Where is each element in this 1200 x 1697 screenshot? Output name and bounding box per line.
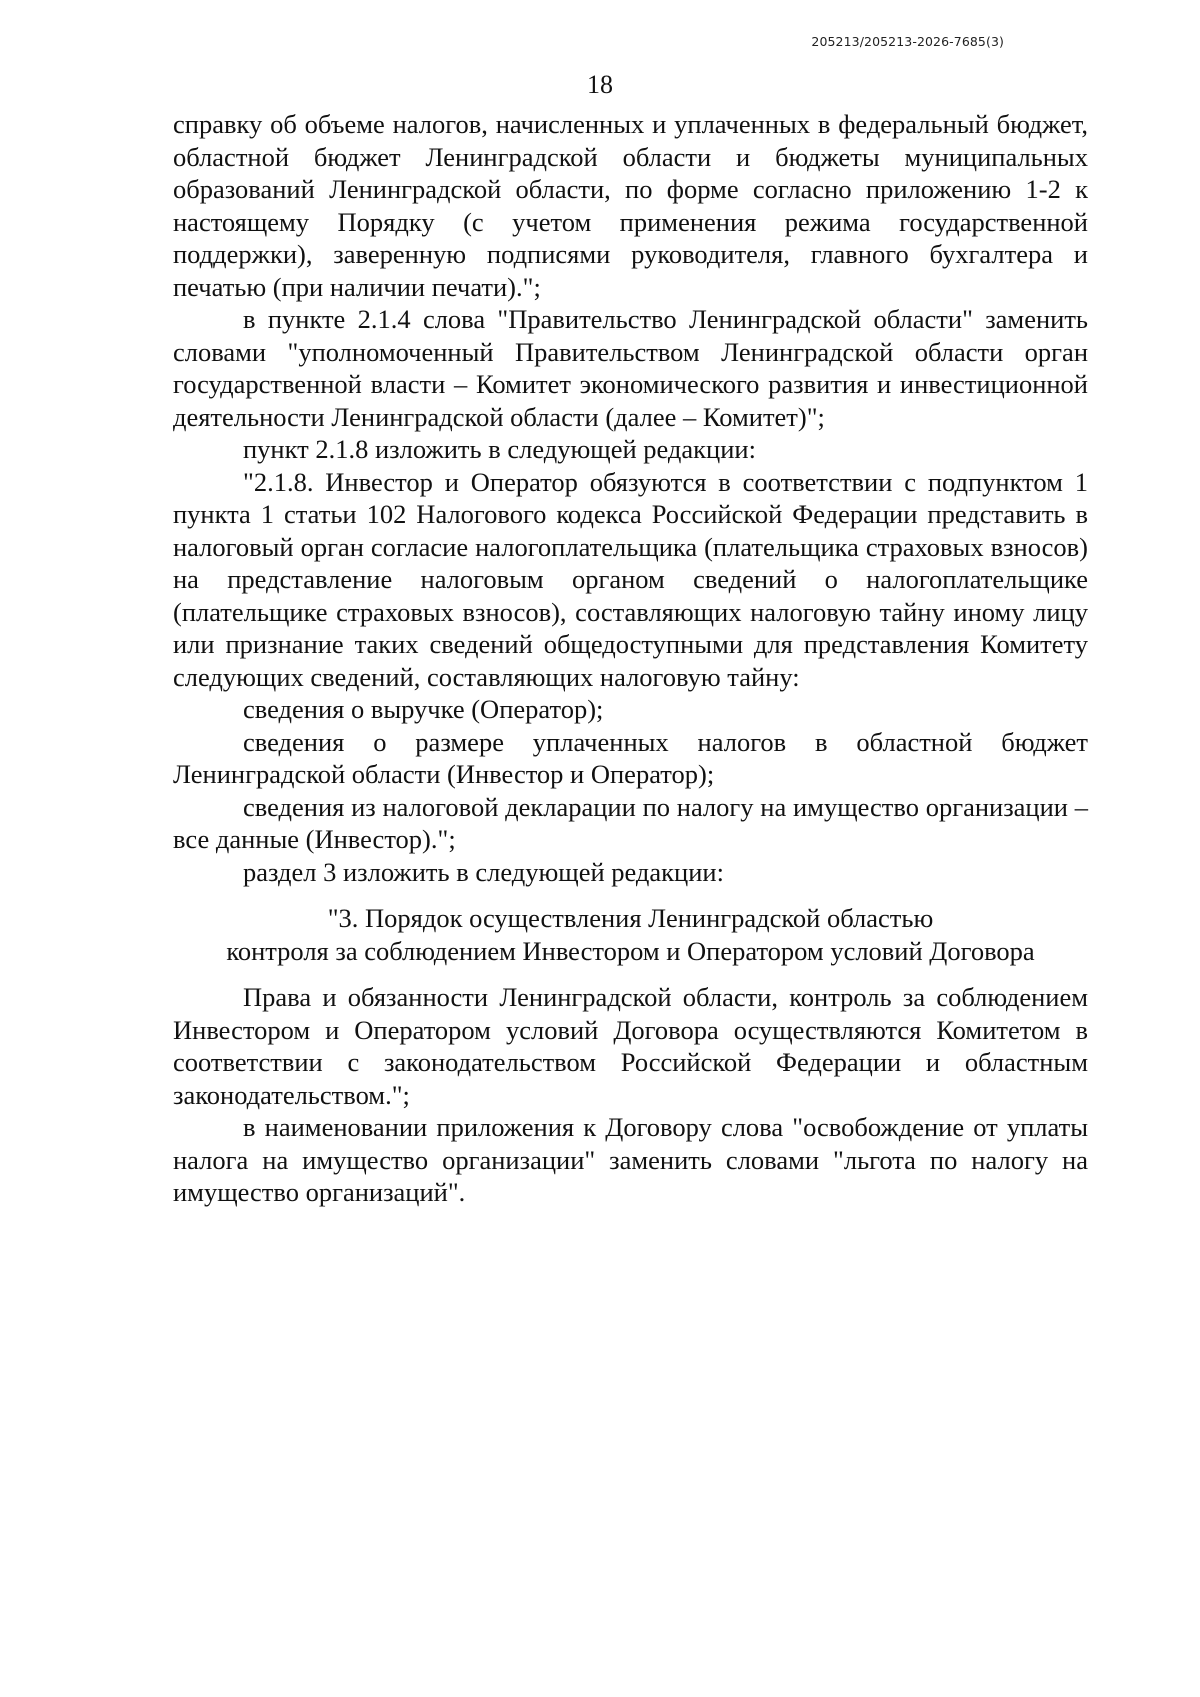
paragraph: сведения из налоговой декларации по налогу на имущество организации – все данные (Инвестор)."; (173, 791, 1088, 854)
paragraph: "2.1.8. Инвестор и Оператор обязуются в соответствии с подпунктом 1 пункта 1 статьи 102 Налогового кодекса Российской Федерации представить в налоговый орган согласие налогоплательщика (плательщика страховых взносов) на представление налоговым органом сведений о налогоплательщике (плательщике страховых взносов), составляющих налоговую тайну иному лицу или признание таких сведений общедоступными для представления Комитету следующих сведений, составляющих налоговую тайну: (173, 466, 1088, 692)
paragraphs-after-heading (173, 981, 1088, 1209)
paragraph: сведения о размере уплаченных налогов в областной бюджет Ленинградской области (Инвестор и Оператор); (173, 726, 1088, 789)
section-heading-line: "3. Порядок осуществления Ленинградской областью (327, 903, 934, 933)
document-id: 205213/205213-2026-7685(3) (811, 34, 1004, 49)
paragraph: в наименовании приложения к Договору слова "освобождение от уплаты налога на имущество организации" заменить словами "льгота по налогу на имущество организаций". (173, 1112, 1088, 1207)
paragraph: раздел 3 изложить в следующей редакции: (243, 856, 724, 887)
paragraphs-before-heading (173, 108, 1088, 888)
paragraph: сведения о выручке (Оператор); (243, 694, 604, 724)
page-number: 18 (587, 70, 613, 99)
paragraph: справку об объеме налогов, начисленных и уплаченных в федеральный бюджет, областной бюджет Ленинградской области и бюджеты муниципальных образований Ленинградской области, по форме согласно приложению 1-2 к настоящему Порядку (с учетом применения режима государственной поддержки), заверенную подписями руководителя, главного бухгалтера и печатью (при наличии печати)."; (173, 109, 1088, 302)
paragraph: в пункте 2.1.4 слова "Правительство Ленинградской области" заменить словами "уполномоченный Правительством Ленинградской области орган государственной власти – Комитет экономического развития и инвестиционной деятельности Ленинградской области (далее – Комитет)"; (173, 304, 1088, 432)
section-heading-line: контроля за соблюдением Инвестором и Оператором условий Договора (226, 935, 1035, 966)
paragraph: Права и обязанности Ленинградской области, контроль за соблюдением Инвестором и Оператором условий Договора осуществляются Комитетом в соответствии с законодательством Российской Федерации и областным законодательством."; (173, 982, 1088, 1110)
section-heading (173, 902, 1088, 967)
document-body (173, 108, 1088, 1209)
paragraph: пункт 2.1.8 изложить в следующей редакции: (243, 434, 756, 464)
